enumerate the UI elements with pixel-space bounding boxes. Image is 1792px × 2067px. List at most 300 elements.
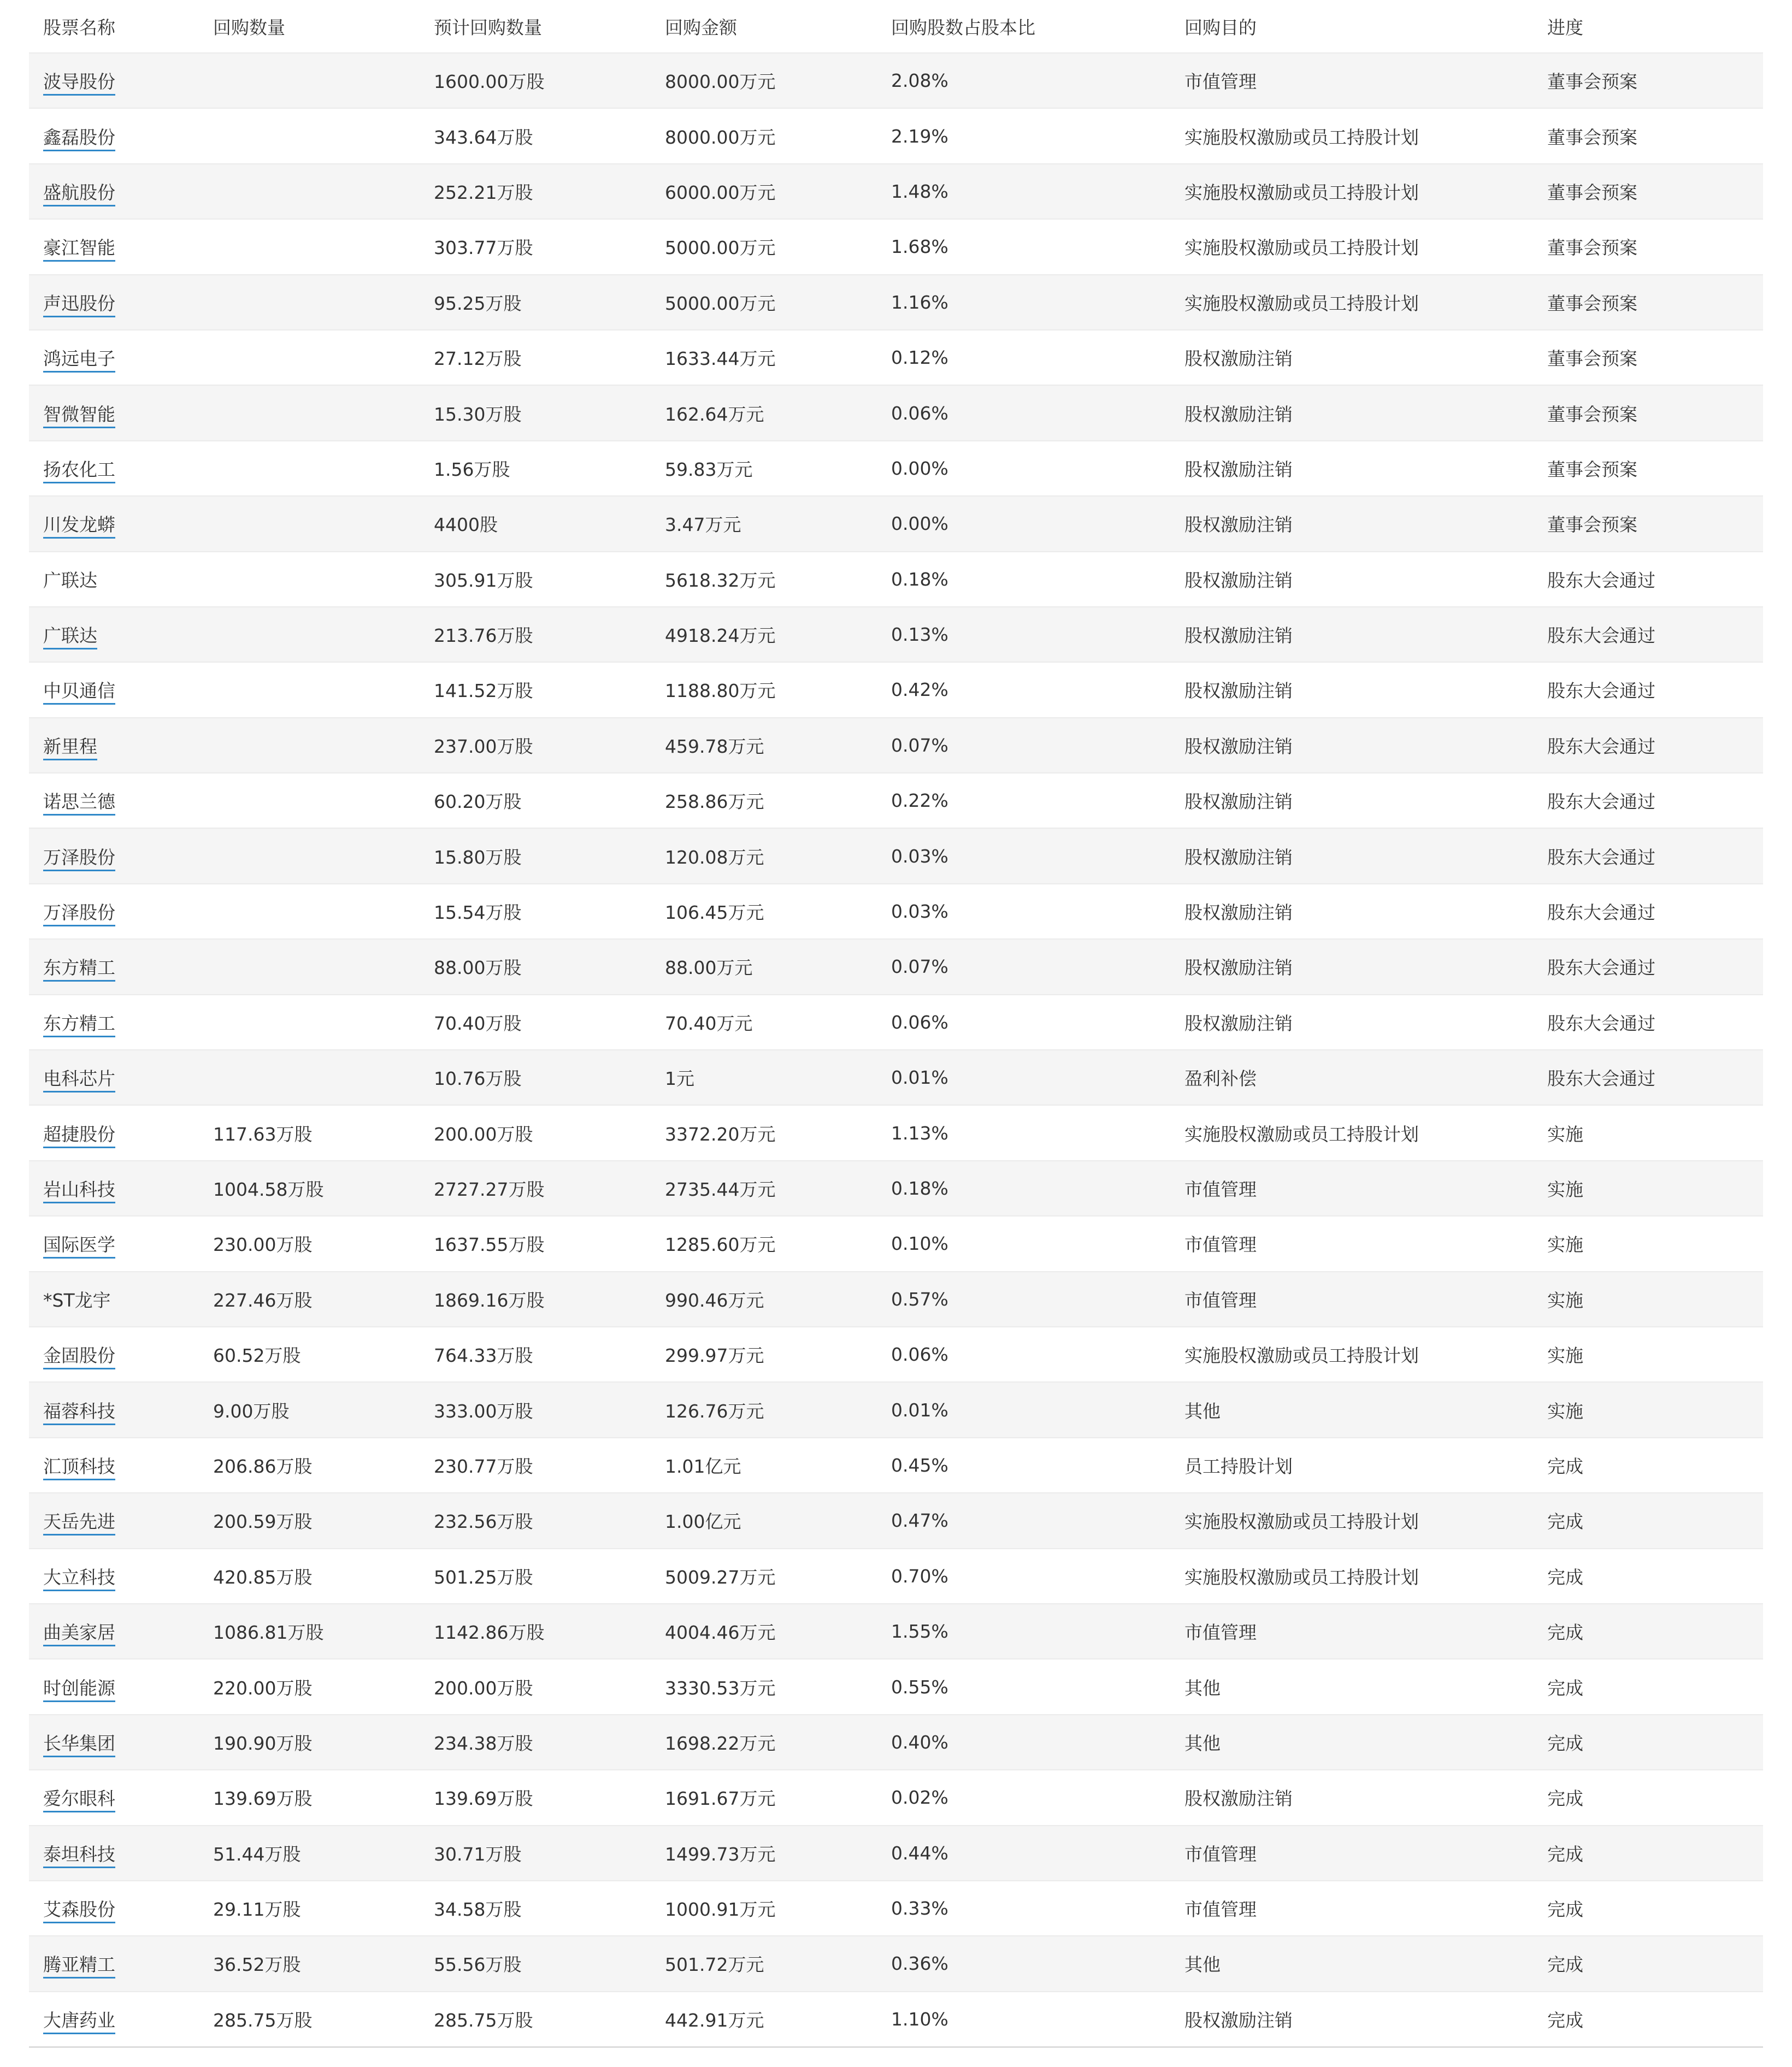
buyback-amount-cell: 1.00亿元 [651, 1493, 877, 1548]
buyback-quantity-cell [199, 995, 420, 1050]
table-row [29, 330, 1763, 385]
stock-name-cell [29, 939, 199, 994]
table-row [29, 275, 1763, 330]
estimated-quantity-cell: 230.77万股 [420, 1438, 651, 1493]
buyback-quantity-cell: 51.44万股 [199, 1826, 420, 1881]
stock-name-cell [29, 164, 199, 219]
buyback-purpose-cell: 实施股权激励或员工持股计划 [1170, 108, 1533, 163]
stock-name-cell [29, 1549, 199, 1604]
buyback-purpose-cell: 市值管理 [1170, 1881, 1533, 1936]
buyback-amount-cell: 5618.32万元 [651, 552, 877, 607]
stock-name-cell [29, 552, 199, 607]
estimated-quantity-cell: 1.56万股 [420, 441, 651, 496]
stock-name-link[interactable]: 金固股份 [43, 1345, 115, 1369]
stock-name-cell [29, 662, 199, 717]
buyback-quantity-cell: 36.52万股 [199, 1936, 420, 1991]
share-ratio-cell: 0.57% [877, 1272, 1170, 1327]
buyback-amount-cell: 70.40万元 [651, 995, 877, 1050]
table-row [29, 1382, 1763, 1437]
estimated-quantity-cell: 232.56万股 [420, 1493, 651, 1548]
buyback-amount-cell: 59.83万元 [651, 441, 877, 496]
buyback-amount-cell: 126.76万元 [651, 1382, 877, 1437]
buyback-quantity-cell: 420.85万股 [199, 1549, 420, 1604]
progress-cell: 完成 [1533, 1715, 1763, 1770]
progress-cell: 股东大会通过 [1533, 1050, 1763, 1105]
table-row [29, 1327, 1763, 1382]
progress-cell: 董事会预案 [1533, 219, 1763, 274]
buyback-quantity-cell: 1004.58万股 [199, 1161, 420, 1216]
stock-name-link[interactable]: 万泽股份 [43, 902, 115, 926]
buyback-purpose-cell: 实施股权激励或员工持股计划 [1170, 1493, 1533, 1548]
share-ratio-cell: 0.02% [877, 1770, 1170, 1825]
table-row [29, 995, 1763, 1050]
estimated-quantity-cell: 285.75万股 [420, 1992, 651, 2047]
buyback-quantity-cell [199, 164, 420, 219]
share-ratio-cell: 0.03% [877, 884, 1170, 939]
stock-name-cell [29, 53, 199, 108]
stock-name-link[interactable]: 鸿远电子 [43, 348, 115, 373]
buyback-quantity-cell: 9.00万股 [199, 1382, 420, 1437]
table-row [29, 1549, 1763, 1604]
estimated-quantity-cell: 70.40万股 [420, 995, 651, 1050]
stock-name-cell [29, 884, 199, 939]
estimated-quantity-cell: 141.52万股 [420, 662, 651, 717]
table-row [29, 1992, 1763, 2047]
buyback-amount-cell: 442.91万元 [651, 1992, 877, 2047]
share-ratio-cell: 0.07% [877, 718, 1170, 773]
stock-name-link[interactable]: 曲美家居 [43, 1622, 115, 1646]
stock-name-link[interactable]: 时创能源 [43, 1678, 115, 1702]
stock-name-link[interactable]: 东方精工 [43, 1013, 115, 1037]
buyback-amount-cell: 1285.60万元 [651, 1216, 877, 1271]
estimated-quantity-cell: 1600.00万股 [420, 53, 651, 108]
buyback-amount-cell: 3330.53万元 [651, 1659, 877, 1714]
table-row [29, 1438, 1763, 1493]
buyback-purpose-cell: 股权激励注销 [1170, 939, 1533, 994]
progress-cell: 董事会预案 [1533, 164, 1763, 219]
share-ratio-cell: 2.08% [877, 53, 1170, 108]
buyback-purpose-cell: 股权激励注销 [1170, 552, 1533, 607]
stock-name-link[interactable]: 福蓉科技 [43, 1401, 115, 1425]
header-share-ratio: 回购股数占股本比 [891, 16, 1035, 38]
buyback-quantity-cell [199, 662, 420, 717]
buyback-purpose-cell: 股权激励注销 [1170, 884, 1533, 939]
stock-name-link[interactable]: 泰坦科技 [43, 1844, 115, 1868]
share-ratio-cell: 0.01% [877, 1382, 1170, 1437]
buyback-amount-cell: 106.45万元 [651, 884, 877, 939]
share-ratio-cell: 1.55% [877, 1604, 1170, 1659]
buyback-amount-cell: 8000.00万元 [651, 108, 877, 163]
progress-cell: 股东大会通过 [1533, 995, 1763, 1050]
buyback-purpose-cell: 市值管理 [1170, 1604, 1533, 1659]
progress-cell: 董事会预案 [1533, 108, 1763, 163]
table-row [29, 1105, 1763, 1160]
progress-cell: 完成 [1533, 1604, 1763, 1659]
stock-name-cell [29, 1659, 199, 1714]
share-ratio-cell: 0.36% [877, 1936, 1170, 1991]
estimated-quantity-cell: 55.56万股 [420, 1936, 651, 1991]
stock-name-link[interactable]: 长华集团 [43, 1733, 115, 1757]
share-ratio-cell: 0.70% [877, 1549, 1170, 1604]
buyback-purpose-cell: 股权激励注销 [1170, 385, 1533, 440]
buyback-purpose-cell: 股权激励注销 [1170, 773, 1533, 828]
buyback-quantity-cell [199, 939, 420, 994]
stock-name-link[interactable]: 广联达 [43, 625, 97, 649]
stock-name-link[interactable]: 扬农化工 [43, 459, 115, 483]
estimated-quantity-cell: 27.12万股 [420, 330, 651, 385]
stock-name-link[interactable]: 腾亚精工 [43, 1954, 115, 1979]
progress-cell: 董事会预案 [1533, 385, 1763, 440]
progress-cell: 董事会预案 [1533, 496, 1763, 551]
estimated-quantity-cell: 1637.55万股 [420, 1216, 651, 1271]
stock-name-link[interactable]: 艾森股份 [43, 1899, 115, 1923]
buyback-purpose-cell: 盈利补偿 [1170, 1050, 1533, 1105]
buyback-purpose-cell: 实施股权激励或员工持股计划 [1170, 1105, 1533, 1160]
buyback-purpose-cell: 实施股权激励或员工持股计划 [1170, 1327, 1533, 1382]
buyback-amount-cell: 459.78万元 [651, 718, 877, 773]
table-row [29, 607, 1763, 662]
buyback-table [29, 0, 1763, 2048]
table-row [29, 53, 1763, 108]
stock-name-cell [29, 1050, 199, 1105]
estimated-quantity-cell: 333.00万股 [420, 1382, 651, 1437]
stock-name-cell [29, 1715, 199, 1770]
table-row [29, 662, 1763, 717]
table-row [29, 884, 1763, 939]
buyback-purpose-cell: 市值管理 [1170, 1216, 1533, 1271]
buyback-amount-cell: 1691.67万元 [651, 1770, 877, 1825]
buyback-purpose-cell: 股权激励注销 [1170, 607, 1533, 662]
share-ratio-cell: 0.03% [877, 828, 1170, 883]
stock-name-link[interactable]: 国际医学 [43, 1234, 115, 1259]
buyback-amount-cell: 258.86万元 [651, 773, 877, 828]
progress-cell: 完成 [1533, 1438, 1763, 1493]
stock-name-text: *ST龙宇 [43, 1289, 111, 1311]
header-estimated-quantity: 预计回购数量 [434, 16, 542, 38]
table-row [29, 773, 1763, 828]
buyback-purpose-cell: 股权激励注销 [1170, 662, 1533, 717]
share-ratio-cell: 0.44% [877, 1826, 1170, 1881]
header-buyback-quantity: 回购数量 [213, 16, 285, 38]
estimated-quantity-cell: 213.76万股 [420, 607, 651, 662]
estimated-quantity-cell: 764.33万股 [420, 1327, 651, 1382]
header-buyback-purpose: 回购目的 [1184, 16, 1257, 38]
table-row [29, 496, 1763, 551]
buyback-amount-cell: 5000.00万元 [651, 219, 877, 274]
stock-name-link[interactable]: 大唐药业 [43, 2010, 115, 2034]
table-row [29, 939, 1763, 994]
estimated-quantity-cell: 60.20万股 [420, 773, 651, 828]
stock-name-link[interactable]: 超捷股份 [43, 1124, 115, 1148]
buyback-quantity-cell: 227.46万股 [199, 1272, 420, 1327]
header-buyback-amount: 回购金额 [665, 16, 737, 38]
buyback-quantity-cell: 200.59万股 [199, 1493, 420, 1548]
stock-name-link[interactable]: 大立科技 [43, 1567, 115, 1591]
buyback-purpose-cell: 实施股权激励或员工持股计划 [1170, 1549, 1533, 1604]
buyback-amount-cell: 5009.27万元 [651, 1549, 877, 1604]
stock-name-cell [29, 1327, 199, 1382]
stock-name-link[interactable]: 汇顶科技 [43, 1456, 115, 1480]
buyback-quantity-cell [199, 552, 420, 607]
progress-cell: 董事会预案 [1533, 53, 1763, 108]
estimated-quantity-cell: 234.38万股 [420, 1715, 651, 1770]
share-ratio-cell: 0.06% [877, 1327, 1170, 1382]
stock-name-link[interactable]: 声迅股份 [43, 293, 115, 317]
estimated-quantity-cell: 200.00万股 [420, 1659, 651, 1714]
progress-cell: 实施 [1533, 1327, 1763, 1382]
estimated-quantity-cell: 200.00万股 [420, 1105, 651, 1160]
stock-name-cell [29, 1272, 199, 1327]
stock-name-link[interactable]: 爱尔眼科 [43, 1788, 115, 1812]
estimated-quantity-cell: 501.25万股 [420, 1549, 651, 1604]
buyback-quantity-cell [199, 773, 420, 828]
buyback-quantity-cell: 230.00万股 [199, 1216, 420, 1271]
buyback-amount-cell: 1633.44万元 [651, 330, 877, 385]
share-ratio-cell: 0.47% [877, 1493, 1170, 1548]
buyback-amount-cell: 3372.20万元 [651, 1105, 877, 1160]
buyback-quantity-cell [199, 607, 420, 662]
buyback-purpose-cell: 市值管理 [1170, 1272, 1533, 1327]
buyback-quantity-cell [199, 108, 420, 163]
progress-cell: 完成 [1533, 1659, 1763, 1714]
share-ratio-cell: 0.18% [877, 1161, 1170, 1216]
share-ratio-cell: 1.16% [877, 275, 1170, 330]
share-ratio-cell: 1.48% [877, 164, 1170, 219]
buyback-purpose-cell: 市值管理 [1170, 1826, 1533, 1881]
buyback-quantity-cell [199, 441, 420, 496]
table-row [29, 164, 1763, 219]
stock-name-link[interactable]: 诺思兰德 [43, 791, 115, 816]
buyback-amount-cell: 120.08万元 [651, 828, 877, 883]
buyback-quantity-cell: 190.90万股 [199, 1715, 420, 1770]
buyback-amount-cell: 299.97万元 [651, 1327, 877, 1382]
table-row [29, 1715, 1763, 1770]
buyback-quantity-cell [199, 53, 420, 108]
share-ratio-cell: 0.45% [877, 1438, 1170, 1493]
share-ratio-cell: 0.40% [877, 1715, 1170, 1770]
buyback-purpose-cell: 实施股权激励或员工持股计划 [1170, 219, 1533, 274]
buyback-quantity-cell [199, 275, 420, 330]
stock-name-link[interactable]: 天岳先进 [43, 1511, 115, 1536]
buyback-amount-cell: 2735.44万元 [651, 1161, 877, 1216]
progress-cell: 完成 [1533, 1493, 1763, 1548]
progress-cell: 股东大会通过 [1533, 662, 1763, 717]
buyback-amount-cell: 88.00万元 [651, 939, 877, 994]
buyback-quantity-cell [199, 219, 420, 274]
progress-cell: 完成 [1533, 1881, 1763, 1936]
stock-name-link[interactable]: 电科芯片 [43, 1068, 115, 1092]
share-ratio-cell: 0.22% [877, 773, 1170, 828]
buyback-quantity-cell [199, 828, 420, 883]
stock-name-cell [29, 607, 199, 662]
progress-cell: 完成 [1533, 1936, 1763, 1991]
buyback-purpose-cell: 股权激励注销 [1170, 1770, 1533, 1825]
share-ratio-cell: 0.07% [877, 939, 1170, 994]
buyback-quantity-cell [199, 1050, 420, 1105]
share-ratio-cell: 0.33% [877, 1881, 1170, 1936]
buyback-purpose-cell: 股权激励注销 [1170, 828, 1533, 883]
stock-name-cell [29, 1161, 199, 1216]
header-progress: 进度 [1547, 16, 1583, 38]
share-ratio-cell: 0.55% [877, 1659, 1170, 1714]
estimated-quantity-cell: 15.80万股 [420, 828, 651, 883]
stock-name-cell [29, 441, 199, 496]
table-row [29, 828, 1763, 883]
table-row [29, 1272, 1763, 1327]
buyback-quantity-cell [199, 385, 420, 440]
progress-cell: 实施 [1533, 1272, 1763, 1327]
buyback-purpose-cell: 员工持股计划 [1170, 1438, 1533, 1493]
estimated-quantity-cell: 1142.86万股 [420, 1604, 651, 1659]
share-ratio-cell: 0.13% [877, 607, 1170, 662]
table-body [29, 53, 1763, 2047]
progress-cell: 实施 [1533, 1216, 1763, 1271]
buyback-amount-cell: 4918.24万元 [651, 607, 877, 662]
buyback-purpose-cell: 市值管理 [1170, 1161, 1533, 1216]
stock-name-cell [29, 108, 199, 163]
buyback-purpose-cell: 股权激励注销 [1170, 330, 1533, 385]
table-row [29, 1770, 1763, 1825]
progress-cell: 完成 [1533, 1992, 1763, 2047]
share-ratio-cell: 0.12% [877, 330, 1170, 385]
buyback-quantity-cell: 139.69万股 [199, 1770, 420, 1825]
progress-cell: 董事会预案 [1533, 330, 1763, 385]
stock-name-cell [29, 1992, 199, 2047]
progress-cell: 股东大会通过 [1533, 552, 1763, 607]
progress-cell: 实施 [1533, 1382, 1763, 1437]
stock-name-cell [29, 1936, 199, 1991]
buyback-quantity-cell: 220.00万股 [199, 1659, 420, 1714]
share-ratio-cell: 0.06% [877, 385, 1170, 440]
stock-name-text: 广联达 [43, 569, 97, 591]
stock-name-link[interactable]: 智微智能 [43, 404, 115, 428]
estimated-quantity-cell: 34.58万股 [420, 1881, 651, 1936]
buyback-amount-cell: 162.64万元 [651, 385, 877, 440]
table-row [29, 441, 1763, 496]
share-ratio-cell: 1.68% [877, 219, 1170, 274]
stock-name-link[interactable]: 东方精工 [43, 957, 115, 982]
progress-cell: 实施 [1533, 1105, 1763, 1160]
stock-name-link[interactable]: 鑫磊股份 [43, 127, 115, 151]
share-ratio-cell: 2.19% [877, 108, 1170, 163]
buyback-amount-cell: 1000.91万元 [651, 1881, 877, 1936]
buyback-amount-cell: 5000.00万元 [651, 275, 877, 330]
buyback-amount-cell: 6000.00万元 [651, 164, 877, 219]
buyback-amount-cell: 4004.46万元 [651, 1604, 877, 1659]
stock-name-cell [29, 718, 199, 773]
buyback-purpose-cell: 股权激励注销 [1170, 995, 1533, 1050]
estimated-quantity-cell: 343.64万股 [420, 108, 651, 163]
buyback-amount-cell: 1698.22万元 [651, 1715, 877, 1770]
share-ratio-cell: 0.01% [877, 1050, 1170, 1105]
stock-name-link[interactable]: 豪江智能 [43, 237, 115, 262]
progress-cell: 完成 [1533, 1826, 1763, 1881]
estimated-quantity-cell: 15.30万股 [420, 385, 651, 440]
buyback-quantity-cell: 60.52万股 [199, 1327, 420, 1382]
buyback-purpose-cell: 实施股权激励或员工持股计划 [1170, 164, 1533, 219]
estimated-quantity-cell: 2727.27万股 [420, 1161, 651, 1216]
stock-name-link[interactable]: 波导股份 [43, 71, 115, 96]
stock-name-cell [29, 1216, 199, 1271]
progress-cell: 董事会预案 [1533, 275, 1763, 330]
buyback-quantity-cell [199, 496, 420, 551]
stock-name-cell [29, 773, 199, 828]
stock-name-link[interactable]: 岩山科技 [43, 1179, 115, 1203]
stock-name-cell [29, 1105, 199, 1160]
table-row [29, 552, 1763, 607]
buyback-purpose-cell: 股权激励注销 [1170, 1992, 1533, 2047]
progress-cell: 股东大会通过 [1533, 939, 1763, 994]
table-row [29, 1161, 1763, 1216]
estimated-quantity-cell: 4400股 [420, 496, 651, 551]
estimated-quantity-cell: 252.21万股 [420, 164, 651, 219]
buyback-purpose-cell: 其他 [1170, 1382, 1533, 1437]
share-ratio-cell: 0.42% [877, 662, 1170, 717]
stock-name-cell [29, 1826, 199, 1881]
stock-name-link[interactable]: 中贝通信 [43, 680, 115, 705]
estimated-quantity-cell: 30.71万股 [420, 1826, 651, 1881]
buyback-amount-cell: 501.72万元 [651, 1936, 877, 1991]
table-row [29, 1936, 1763, 1991]
buyback-quantity-cell: 1086.81万股 [199, 1604, 420, 1659]
buyback-amount-cell: 1188.80万元 [651, 662, 877, 717]
buyback-amount-cell: 1元 [651, 1050, 877, 1105]
stock-name-cell [29, 385, 199, 440]
stock-name-cell [29, 1493, 199, 1548]
table-header-row [29, 0, 1763, 53]
buyback-amount-cell: 1499.73万元 [651, 1826, 877, 1881]
share-ratio-cell: 1.10% [877, 1992, 1170, 2047]
share-ratio-cell: 0.00% [877, 441, 1170, 496]
stock-name-cell [29, 330, 199, 385]
progress-cell: 股东大会通过 [1533, 828, 1763, 883]
buyback-quantity-cell [199, 718, 420, 773]
stock-name-link[interactable]: 川发龙蟒 [43, 514, 115, 539]
share-ratio-cell: 1.13% [877, 1105, 1170, 1160]
buyback-amount-cell: 3.47万元 [651, 496, 877, 551]
progress-cell: 完成 [1533, 1770, 1763, 1825]
progress-cell: 股东大会通过 [1533, 718, 1763, 773]
stock-name-link[interactable]: 万泽股份 [43, 847, 115, 871]
table-row [29, 108, 1763, 163]
share-ratio-cell: 0.18% [877, 552, 1170, 607]
stock-name-cell [29, 995, 199, 1050]
stock-name-cell [29, 496, 199, 551]
buyback-quantity-cell [199, 884, 420, 939]
buyback-quantity-cell: 206.86万股 [199, 1438, 420, 1493]
stock-name-link[interactable]: 盛航股份 [43, 182, 115, 206]
table-row [29, 1216, 1763, 1271]
estimated-quantity-cell: 88.00万股 [420, 939, 651, 994]
buyback-purpose-cell: 市值管理 [1170, 53, 1533, 108]
estimated-quantity-cell: 1869.16万股 [420, 1272, 651, 1327]
progress-cell: 股东大会通过 [1533, 773, 1763, 828]
stock-name-link[interactable]: 新里程 [43, 736, 97, 760]
buyback-purpose-cell: 实施股权激励或员工持股计划 [1170, 275, 1533, 330]
table-row [29, 385, 1763, 440]
table-row [29, 219, 1763, 274]
share-ratio-cell: 0.06% [877, 995, 1170, 1050]
buyback-quantity-cell: 285.75万股 [199, 1992, 420, 2047]
estimated-quantity-cell: 303.77万股 [420, 219, 651, 274]
buyback-purpose-cell: 股权激励注销 [1170, 718, 1533, 773]
buyback-amount-cell: 8000.00万元 [651, 53, 877, 108]
stock-name-cell [29, 1438, 199, 1493]
table-row [29, 1881, 1763, 1936]
buyback-quantity-cell: 117.63万股 [199, 1105, 420, 1160]
table-row [29, 1659, 1763, 1714]
buyback-quantity-cell [199, 330, 420, 385]
